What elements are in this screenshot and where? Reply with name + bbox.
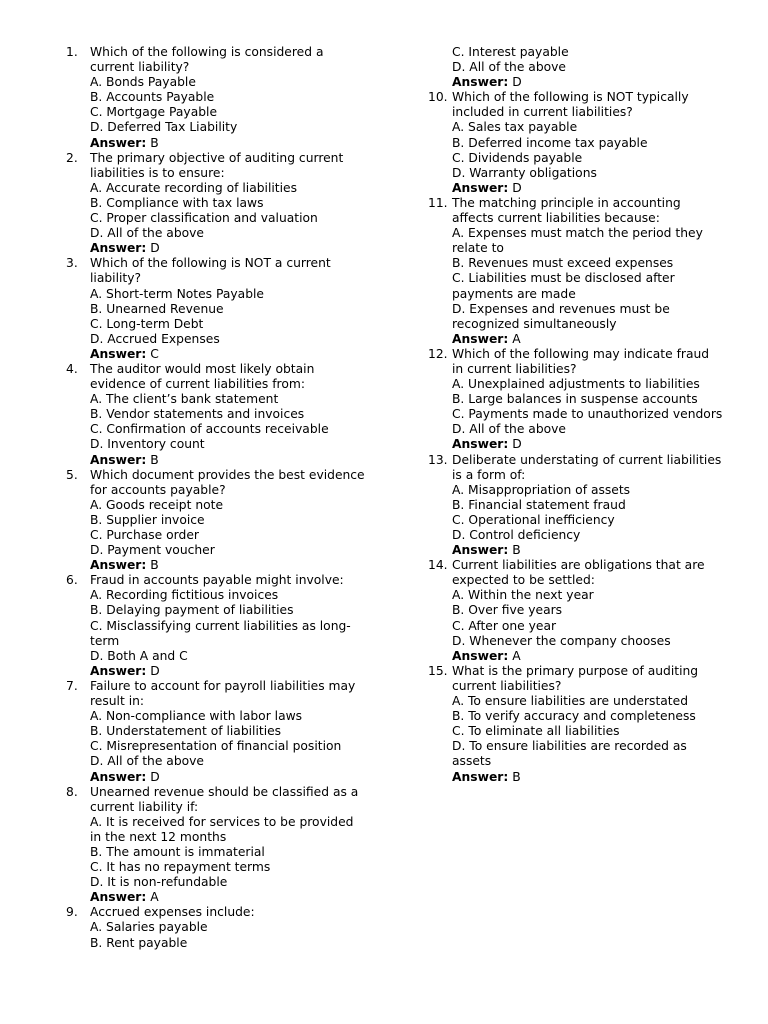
- option-b: B. Unearned Revenue: [90, 301, 224, 316]
- option-d: D. Accrued Expenses: [90, 331, 220, 346]
- question-number: 13.: [428, 452, 448, 467]
- answer-line: [452, 332, 723, 347]
- question-number: 9.: [66, 905, 78, 920]
- question-number: 4.: [66, 361, 78, 376]
- option-c: C. It has no repayment terms: [90, 860, 271, 875]
- option-b: B. To verify accuracy and completeness: [452, 709, 696, 724]
- question-text: The primary objective of auditing current liabilities is to ensure:: [90, 150, 344, 180]
- option-c: C. Purchase order: [90, 528, 199, 542]
- answer-line: [90, 453, 366, 468]
- option-c: C. Misrepresentation of financial position: [90, 739, 342, 754]
- question-number: 8.: [66, 784, 78, 799]
- option-d: D. To ensure liabilities are recorded as assets: [452, 739, 687, 769]
- answer-line: [452, 649, 723, 664]
- question-text: Which of the following is considered a current liability?: [90, 45, 324, 75]
- answer-line: [90, 890, 366, 905]
- option-b: B. Understatement of liabilities: [90, 724, 282, 739]
- answer-value: A: [512, 331, 521, 346]
- question-text: Current liabilities are obligations that are expected to be settled:: [452, 558, 705, 588]
- option-c: C. Proper classification and valuation: [90, 211, 318, 226]
- question-text: Which document provides the best evidence for accounts payable?: [90, 467, 365, 497]
- option-d: D. All of the above: [90, 226, 204, 241]
- question-text: Fraud in accounts payable might involve:: [90, 573, 344, 588]
- option-b: B. The amount is immaterial: [90, 844, 265, 859]
- question-number: 2.: [66, 150, 78, 165]
- answer-label: Answer:: [452, 769, 509, 784]
- option-a: A. Expenses must match the period they relate to: [452, 226, 703, 256]
- answer-label: Answer:: [452, 331, 509, 346]
- option-a: A. Salaries payable: [90, 920, 208, 935]
- answer-label: Answer:: [452, 648, 509, 663]
- right-column: [428, 45, 723, 785]
- question-item: [66, 679, 366, 785]
- option-b: B. Compliance with tax laws: [90, 195, 264, 210]
- answer-value: B: [150, 558, 159, 573]
- option-b: B. Large balances in suspense accounts: [452, 392, 698, 407]
- option-c: C. Long-term Debt: [90, 316, 204, 331]
- answer-label: Answer:: [90, 663, 147, 678]
- option-d: D. All of the above: [452, 422, 566, 437]
- answer-label: Answer:: [452, 543, 509, 558]
- question-text: Which of the following is NOT typically included in current liabilities?: [452, 90, 689, 120]
- question-text: Failure to account for payroll liabilities may result in:: [90, 678, 356, 709]
- option-a: A. Non-compliance with labor laws: [90, 709, 303, 724]
- answer-line: [90, 558, 366, 573]
- option-a: A. Within the next year: [452, 588, 594, 603]
- question-item: [66, 256, 366, 362]
- option-a: A. Accurate recording of liabilities: [90, 180, 298, 195]
- option-a: A. Recording fictitious invoices: [90, 588, 279, 603]
- option-d: D. Both A and C: [90, 648, 188, 663]
- question-item: [66, 151, 366, 257]
- answer-label: Answer:: [90, 558, 147, 573]
- option-b: B. Accounts Payable: [90, 90, 215, 105]
- option-d: D. Warranty obligations: [452, 165, 597, 180]
- question-number: 15.: [428, 663, 448, 678]
- answer-label: Answer:: [90, 890, 147, 905]
- option-b: B. Delaying payment of liabilities: [90, 603, 294, 618]
- question-text: Accrued expenses include:: [90, 905, 255, 920]
- option-d: D. Deferred Tax Liability: [90, 120, 238, 135]
- answer-label: Answer:: [452, 437, 509, 452]
- answer-value: B: [512, 543, 521, 558]
- option-c: C. Operational inefficiency: [452, 512, 615, 527]
- question-item: [66, 573, 366, 679]
- question-item: [66, 785, 366, 906]
- option-c: C. Confirmation of accounts receivable: [90, 422, 329, 437]
- option-a: A. Bonds Payable: [90, 75, 196, 90]
- option-c: C. Interest payable: [452, 45, 569, 59]
- answer-value: D: [512, 180, 522, 195]
- option-a: A. Sales tax payable: [452, 120, 578, 135]
- option-a: A. Goods receipt note: [90, 497, 224, 512]
- question-number: 3.: [66, 256, 78, 271]
- option-d: D. Expenses and revenues must be recognized simultaneously: [452, 301, 670, 331]
- answer-line: [452, 437, 723, 452]
- answer-label: Answer:: [452, 75, 509, 90]
- answer-label: Answer:: [90, 452, 147, 467]
- answer-line: [452, 181, 723, 196]
- question-text: Unearned revenue should be classified as a current liability if:: [90, 784, 359, 814]
- option-c: C. Mortgage Payable: [90, 105, 218, 120]
- answer-label: Answer:: [90, 769, 147, 784]
- option-a: A. Short-term Notes Payable: [90, 286, 264, 301]
- option-d: D. Control deficiency: [452, 528, 581, 542]
- answer-line: [452, 770, 723, 785]
- answer-line: [90, 241, 366, 256]
- question-number: 12.: [428, 346, 448, 361]
- question-item: [428, 90, 723, 196]
- answer-value: D: [150, 769, 160, 784]
- question-text: The auditor would most likely obtain evidence of current liabilities from:: [90, 361, 315, 392]
- option-c: C. Payments made to unauthorized vendors: [452, 407, 723, 422]
- question-item: [428, 558, 723, 664]
- answer-line: [90, 664, 366, 679]
- option-b: B. Rent payable: [90, 935, 188, 950]
- answer-value: C: [150, 346, 159, 361]
- answer-line: [452, 75, 723, 90]
- option-b: B. Financial statement fraud: [452, 497, 626, 512]
- question-text: What is the primary purpose of auditing current liabilities?: [452, 663, 699, 693]
- question-number: 6.: [66, 573, 78, 588]
- question-item: [66, 905, 366, 950]
- question-number: 14.: [428, 558, 448, 573]
- answer-line: [90, 347, 366, 362]
- option-b: B. Supplier invoice: [90, 512, 205, 527]
- question-item: [66, 45, 366, 151]
- question-item: [428, 347, 723, 453]
- answer-line: [90, 770, 366, 785]
- answer-value: A: [512, 648, 521, 663]
- question-item: [428, 196, 723, 347]
- answer-value: B: [150, 135, 159, 150]
- option-d: D. Whenever the company chooses: [452, 633, 671, 648]
- option-a: A. Misappropriation of assets: [452, 482, 631, 497]
- question-number: 7.: [66, 678, 78, 693]
- question-item: [428, 664, 723, 785]
- answer-line: [90, 136, 366, 151]
- answer-label: Answer:: [90, 346, 147, 361]
- option-c: C. Liabilities must be disclosed after payments are made: [452, 271, 675, 301]
- answer-value: A: [150, 890, 159, 905]
- question-item: [428, 453, 723, 559]
- question-number: 10.: [428, 90, 448, 105]
- option-c: C. Dividends payable: [452, 150, 583, 165]
- question-text: Deliberate understating of current liabilities is a form of:: [452, 452, 722, 482]
- question-text: Which of the following may indicate fraud in current liabilities?: [452, 346, 710, 376]
- option-b: B. Over five years: [452, 603, 563, 618]
- question-number: 5.: [66, 467, 78, 482]
- option-a: A. Unexplained adjustments to liabilities: [452, 377, 700, 392]
- answer-label: Answer:: [90, 135, 147, 150]
- option-d: D. All of the above: [90, 754, 204, 769]
- answer-value: D: [512, 75, 522, 90]
- option-c: C. After one year: [452, 618, 557, 633]
- option-c: C. To eliminate all liabilities: [452, 724, 620, 739]
- option-c: C. Misclassifying current liabilities as long-term: [90, 618, 351, 648]
- option-a: A. To ensure liabilities are understated: [452, 694, 688, 709]
- answer-line: [452, 543, 723, 558]
- option-b: B. Revenues must exceed expenses: [452, 256, 674, 271]
- option-b: B. Deferred income tax payable: [452, 135, 648, 150]
- option-d: D. Payment voucher: [90, 543, 215, 558]
- option-a: A. The client’s bank statement: [90, 392, 279, 407]
- answer-value: D: [512, 437, 522, 452]
- answer-value: B: [512, 769, 521, 784]
- answer-value: D: [150, 241, 160, 256]
- question-item: [66, 468, 366, 574]
- question-number: 11.: [428, 195, 448, 210]
- option-d: D. All of the above: [452, 60, 566, 75]
- answer-value: B: [150, 452, 159, 467]
- question-text: Which of the following is NOT a current liability?: [90, 256, 331, 286]
- question-item: [66, 362, 366, 468]
- left-column: [66, 45, 366, 951]
- question-text: The matching principle in accounting affects current liabilities because:: [452, 195, 681, 226]
- option-d: D. It is non-refundable: [90, 875, 228, 890]
- answer-value: D: [150, 663, 160, 678]
- answer-label: Answer:: [452, 180, 509, 195]
- answer-label: Answer:: [90, 241, 147, 256]
- question-continuation: [428, 45, 723, 90]
- option-d: D. Inventory count: [90, 437, 205, 452]
- option-b: B. Vendor statements and invoices: [90, 407, 305, 422]
- option-a: A. It is received for services to be provided in the next 12 months: [90, 814, 354, 844]
- question-number: 1.: [66, 45, 78, 59]
